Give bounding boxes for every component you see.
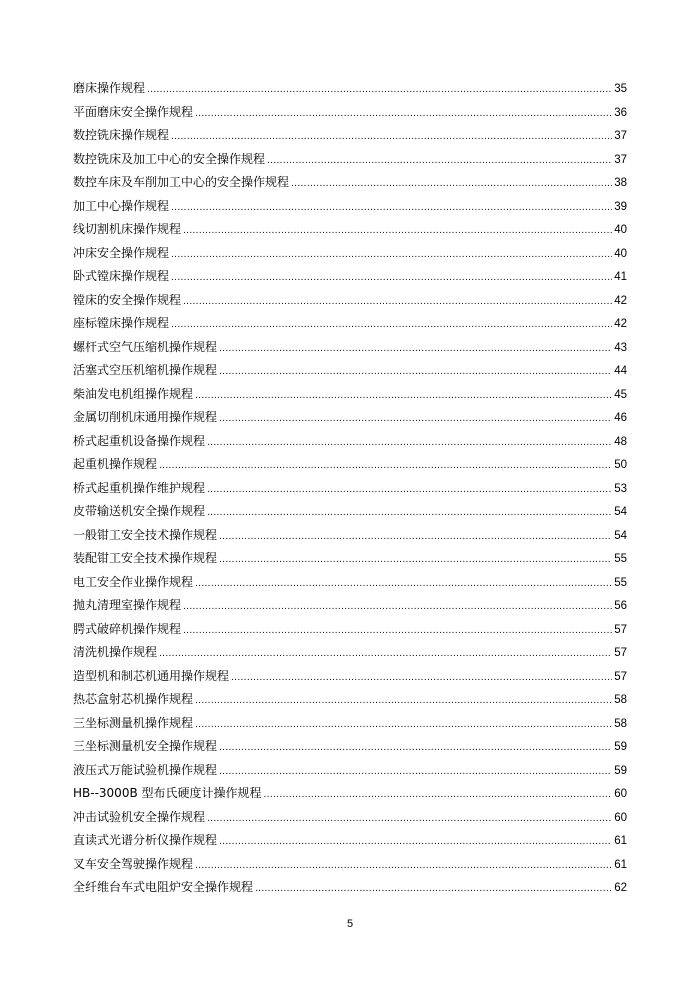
toc-entry[interactable] [73,125,627,149]
toc-entry-page: 59 [614,764,627,777]
toc-dot-leader [195,715,612,735]
toc-entry-title: 三坐标测量机安全操作规程 [73,739,218,753]
toc-dot-leader [195,691,612,711]
toc-entry-title: 柴油发电机组操作规程 [73,386,194,401]
toc-entry-page: 46 [614,412,627,424]
toc-entry-title: 座标镗床操作规程 [73,316,170,330]
toc-entry[interactable] [73,290,627,314]
toc-entry-title: 皮带输送机安全操作规程 [73,504,206,518]
toc-dot-leader [159,456,612,476]
toc-entry[interactable] [73,478,627,502]
toc-entry[interactable] [73,783,627,807]
toc-entry-title: 三坐标测量机操作规程 [73,715,194,730]
toc-entry-page: 50 [614,459,627,471]
toc-entry[interactable] [73,407,627,431]
toc-entry-page: 44 [614,365,627,377]
toc-dot-leader [219,409,612,429]
toc-entry-page: 59 [614,741,627,753]
toc-entry-title: 桥式起重机设备操作规程 [73,433,206,448]
toc-entry[interactable] [73,172,627,196]
toc-dot-leader [195,386,612,406]
toc-entry-title: 一般钳工安全技术操作规程 [73,527,218,542]
toc-entry-title: 金属切削机床通用操作规程 [73,410,218,424]
toc-dot-leader [171,198,612,218]
toc-dot-leader [255,879,612,899]
toc-entry-title: 数控铣床操作规程 [73,128,170,142]
toc-entry-page: 43 [614,341,627,354]
toc-entry-page: 60 [614,788,627,800]
toc-dot-leader [219,362,612,382]
toc-dot-leader [267,151,612,171]
toc-entry-title: 热芯盒射芯机操作规程 [73,692,194,706]
toc-entry-page: 38 [614,177,627,189]
toc-entry-title: 装配钳工安全技术操作规程 [73,551,218,565]
toc-entry-page: 37 [614,153,627,166]
toc-dot-leader [171,127,612,147]
toc-entry-page: 42 [614,294,627,307]
toc-entry-page: 61 [614,858,627,871]
toc-dot-leader [207,433,612,453]
toc-dot-leader [183,292,612,312]
toc-entry-title: HB--3000B 型布氏硬度计操作规程 [73,786,262,800]
toc-entry[interactable] [73,572,627,596]
toc-entry-title: 活塞式空压机缩机操作规程 [73,363,218,377]
toc-dot-leader [195,574,612,594]
toc-entry[interactable] [73,525,627,549]
toc-entry-page: 40 [614,247,627,260]
toc-entry-title: 液压式万能试验机操作规程 [73,762,218,777]
toc-entry-page: 62 [614,882,627,894]
toc-entry-page: 36 [614,106,627,119]
toc-entry-title: 冲击试验机安全操作规程 [73,809,206,824]
toc-entry[interactable] [73,149,627,173]
toc-entry-title: 螺杆式空气压缩机操作规程 [73,339,218,354]
toc-entry-title: 全纤维台车式电阻炉安全操作规程 [73,880,254,894]
toc-entry-title: 电工安全作业操作规程 [73,574,194,589]
toc-dot-leader [219,339,612,359]
toc-entry-title: 叉车安全驾驶操作规程 [73,856,194,871]
toc-entry-title: 起重机操作规程 [73,457,158,471]
toc-entry-page: 55 [614,576,627,589]
toc-entry[interactable] [73,78,627,102]
toc-entry[interactable] [73,736,627,760]
toc-entry-title: 桥式起重机操作维护规程 [73,480,206,495]
toc-entry[interactable] [73,102,627,126]
toc-dot-leader [207,809,612,829]
toc-dot-leader [183,621,612,641]
toc-entry[interactable] [73,337,627,361]
toc-entry-title: 数控铣床及加工中心的安全操作规程 [73,151,266,166]
toc-entry[interactable] [73,713,627,737]
toc-entry[interactable] [73,807,627,831]
toc-dot-leader [219,832,612,852]
toc-entry[interactable] [73,666,627,690]
toc-entry-page: 57 [614,647,627,659]
toc-dot-leader [219,762,612,782]
table-of-contents [73,78,627,901]
toc-dot-leader [183,221,612,241]
toc-dot-leader [171,268,612,288]
toc-entry-page: 57 [614,623,627,636]
toc-entry[interactable] [73,243,627,267]
toc-entry[interactable] [73,360,627,384]
toc-entry-page: 61 [614,835,627,847]
toc-entry-title: 卧式镗床操作规程 [73,269,170,283]
toc-entry-page: 37 [614,130,627,142]
toc-entry[interactable] [73,548,627,572]
toc-entry-title: 镗床的安全操作规程 [73,292,182,307]
toc-entry-title: 冲床安全操作规程 [73,245,170,260]
toc-entry-page: 54 [614,506,627,518]
toc-entry-title: 直读式光谱分析仪操作规程 [73,833,218,847]
toc-entry-page: 45 [614,388,627,401]
toc-entry[interactable] [73,313,627,337]
toc-dot-leader [219,527,612,547]
toc-entry[interactable] [73,454,627,478]
toc-entry-page: 48 [614,435,627,448]
toc-entry-page: 60 [614,811,627,824]
toc-entry[interactable] [73,619,627,643]
toc-entry-page: 40 [614,224,627,236]
toc-entry[interactable] [73,830,627,854]
toc-entry[interactable] [73,384,627,408]
toc-entry-page: 53 [614,482,627,495]
toc-entry-title: 平面磨床安全操作规程 [73,104,194,119]
toc-entry[interactable] [73,219,627,243]
toc-dot-leader [171,245,612,265]
toc-dot-leader [183,597,612,617]
toc-entry[interactable] [73,196,627,220]
toc-entry[interactable] [73,431,627,455]
toc-entry-title: 磨床操作规程 [73,81,146,95]
toc-dot-leader [291,174,612,194]
toc-entry-page: 56 [614,600,627,612]
toc-entry[interactable] [73,501,627,525]
toc-dot-leader [195,856,612,876]
toc-entry-title: 数控车床及车削加工中心的安全操作规程 [73,175,290,189]
toc-entry-title: 腭式破碎机操作规程 [73,621,182,636]
toc-entry-page: 41 [614,271,627,283]
toc-entry[interactable] [73,877,627,901]
toc-dot-leader [231,668,612,688]
toc-entry[interactable] [73,266,627,290]
toc-dot-leader [171,315,612,335]
toc-dot-leader [195,104,612,124]
toc-entry[interactable] [73,854,627,878]
toc-dot-leader [219,738,612,758]
toc-dot-leader [147,80,612,100]
toc-entry[interactable] [73,642,627,666]
toc-dot-leader [207,480,612,500]
toc-entry-page: 58 [614,694,627,706]
toc-dot-leader [219,550,612,570]
toc-entry[interactable] [73,689,627,713]
toc-entry-page: 54 [614,529,627,542]
page-number: 5 [346,918,354,930]
toc-entry[interactable] [73,760,627,784]
toc-entry-page: 55 [614,553,627,565]
toc-entry-title: 线切割机床操作规程 [73,222,182,236]
toc-entry-title: 造型机和制芯机通用操作规程 [73,668,230,683]
toc-entry-title: 抛丸清理室操作规程 [73,598,182,612]
toc-entry-page: 35 [614,83,627,95]
toc-dot-leader [207,503,612,523]
toc-entry-page: 39 [614,200,627,213]
toc-dot-leader [264,785,613,805]
toc-dot-leader [159,644,612,664]
toc-entry[interactable] [73,595,627,619]
toc-entry-title: 清洗机操作规程 [73,645,158,659]
toc-entry-page: 57 [614,670,627,683]
toc-entry-page: 42 [614,318,627,330]
toc-entry-title: 加工中心操作规程 [73,198,170,213]
toc-entry-page: 58 [614,717,627,730]
